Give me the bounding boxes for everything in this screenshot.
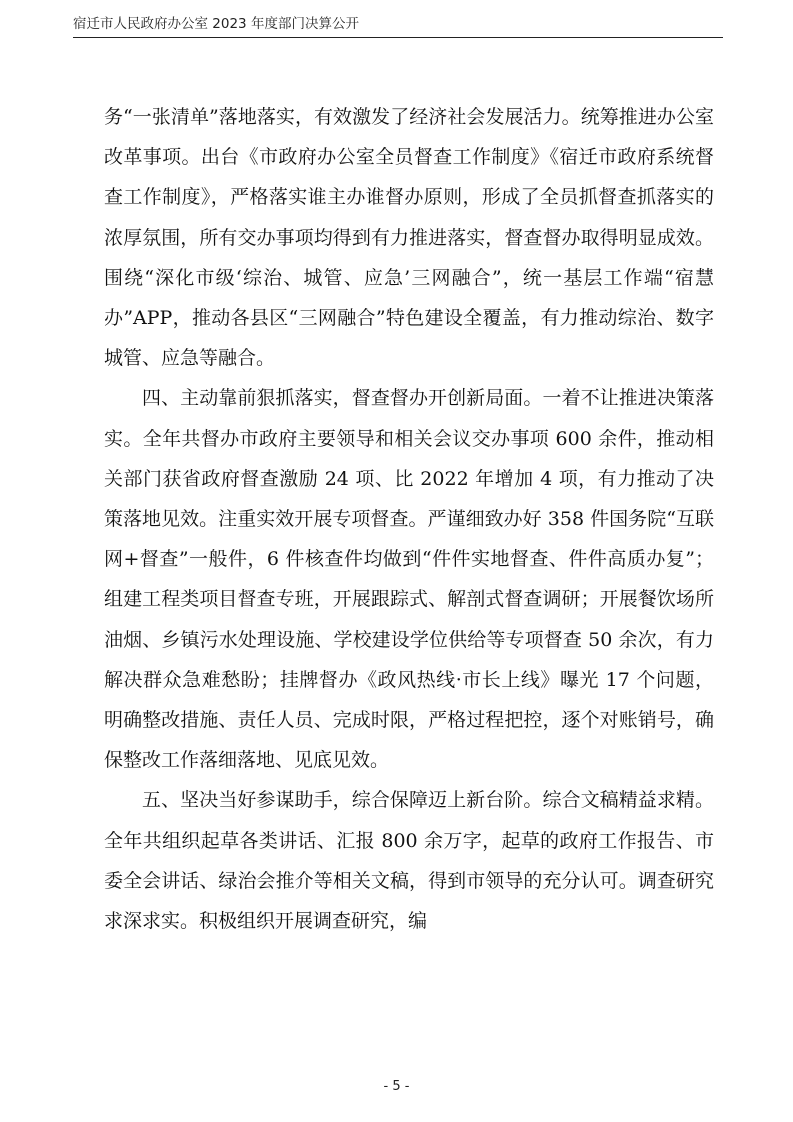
paragraph-continuation: 务“一张清单”落地落实，有效激发了经济社会发展活力。统筹推进办公室改革事项。出台《市政府办公室全员督查工作制度》《宿迁市政府系统督查工作制度》，严格落实谁主办谁督办原则，形成了全员抓督查抓落实的浓厚氛围，所有交办事项均得到有力推进落实，督查督办取得明显成效。围绕“深化市级‘综治、城管、应急’三网融合”，统一基层工作端“宿慧办”APP，推动各县区“三网融合”特色建设全覆盖，有力推动综治、数字城管、应急等融合。: [104, 106, 714, 370]
document-body: [104, 97, 714, 941]
paragraph-section-four: 四、主动靠前狠抓落实，督查督办开创新局面。一着不让推进决策落实。全年共督办市政府主要领导和相关会议交办事项 600 余件，推动相关部门获省政府督查激励 24 项、比 2022 年增加 4 项，有力推动了决策落地见效。注重实效开展专项督查。严谨细致办好 358 件国务院“互联网+督查”一般件，6 件核查件均做到“件件实地督查、件件高质办复”；组建工程类项目督查专班，开展跟踪式、解剖式督查调研；开展餐饮场所油烟、乡镇污水处理设施、学校建设学位供给等专项督查 50 余次，有力解决群众急难愁盼；挂牌督办《政风热线·市长上线》曝光 17 个问题，明确整改措施、责任人员、完成时限，严格过程把控，逐个对账销号，确保整改工作落细落地、见底见效。: [104, 387, 714, 772]
header-divider: [73, 37, 723, 38]
document-header-title: 宿迁市人民政府办公室 2023 年度部门决算公开: [73, 16, 359, 32]
paragraph-section-five: 五、坚决当好参谋助手，综合保障迈上新台阶。综合文稿精益求精。全年共组织起草各类讲话、汇报 800 余万字，起草的政府工作报告、市委全会讲话、绿治会推介等相关文稿，得到市领导的充分认可。调查研究求深求实。积极组织开展调查研究，编: [104, 789, 714, 933]
page-number: - 5 -: [383, 1079, 410, 1094]
